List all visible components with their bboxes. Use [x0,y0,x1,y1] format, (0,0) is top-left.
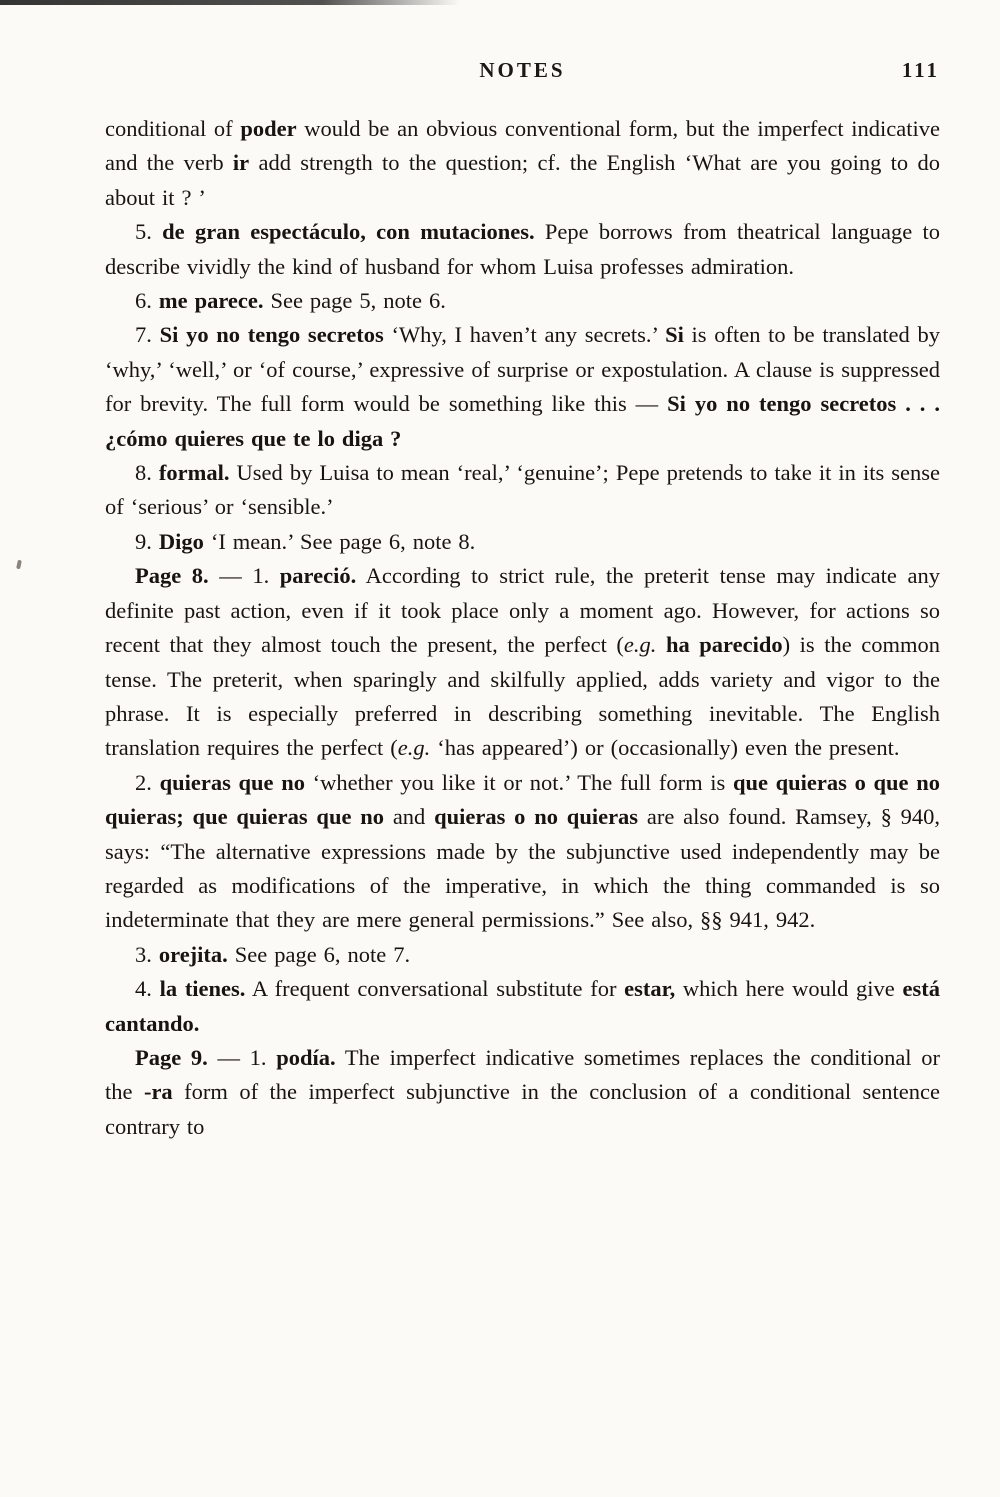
text-run: poder [240,116,297,141]
text-run: See page 5, note 6. [263,288,446,314]
paragraph [105,112,940,215]
text-run: See page 6, note 7. [227,941,411,967]
text-run: Used by Luisa to mean ‘real,’ ‘genuine’; Pepe pretends to take it in its sense of ‘serious’ or ‘sensible.’ [105,460,940,520]
text-run: la tienes. [159,976,246,1002]
text-run: quieras que no [159,769,305,795]
paragraph [105,456,940,525]
text-run: 7. [135,322,160,348]
text-run: 6. [135,288,159,314]
text-run: Si yo no tengo secretos . . . ¿cómo quieres que te lo diga ? [105,391,940,451]
paragraph [105,559,940,765]
text-run: formal. [158,460,230,486]
text-run: conditional of [105,116,241,141]
notes-body [105,112,940,1144]
text-run: Page 8. [135,563,209,589]
text-run: — 1. [208,563,280,589]
page-number: 111 [901,58,940,82]
text-run: está cantando. [105,976,940,1036]
text-run: Page 9. [135,1044,208,1070]
text-run: 4. [135,976,160,1002]
text-run: and [384,804,435,830]
text-run: which here would give [675,976,903,1002]
text-run: add strength to the question; cf. the English ‘What are you going to do about it ? ’ [105,150,940,210]
text-run: 8. [135,460,159,486]
text-run: de gran espectáculo, con mutaciones. [162,219,535,245]
paragraph [105,938,940,972]
text-run: estar, [624,976,676,1002]
text-run: me parece. [158,288,264,314]
text-run [656,632,666,657]
text-run: podía. [276,1044,336,1070]
text-run: 9. [135,528,159,554]
text-run: are also found. Ramsey, § 940, says: “The alternative expressions made by the subjunctive used independently may be regarded as modifications of the imperative, in which the thing commanded is so indeterminate that they are mere general permissions.” See also, §§ 941, 942. [105,804,941,933]
text-run: Pepe borrows from theatrical language to describe vividly the kind of husband for whom Luisa professes admiration. [105,219,940,279]
text-run: — 1. [207,1044,277,1070]
paragraph [105,766,940,938]
text-run: Digo [158,528,204,554]
text-run: e.g. [397,735,431,761]
text-run: According to strict rule, the preterit tense may indicate any definite past action, even if it took place only a moment ago. However, for actions so recent that they almost touch the present, the perfect ( [105,563,940,658]
paragraph [105,972,940,1041]
paragraph [105,215,940,284]
paragraph [105,1041,940,1144]
paragraph [105,318,940,456]
text-run: The imperfect indicative sometimes replaces the conditional or the [105,1044,940,1105]
text-run: quieras o no quieras [434,804,639,830]
text-run: ‘I mean.’ See page 6, note 8. [203,528,476,554]
paragraph [105,284,940,318]
text-run: A frequent conversational substitute for [245,976,625,1002]
text-run: 5. [135,219,163,245]
page-header [105,58,940,88]
text-run: Si yo no tengo secretos [159,322,384,348]
running-title: NOTES [479,58,566,82]
text-run: pareció. [279,563,357,589]
text-run: is often to be translated by ‘why,’ ‘well,’ or ‘of course,’ expressive of surprise or expostulation. A clause is suppressed for brevity. The full form would be something like this — [105,322,940,417]
text-run: -ra [143,1079,173,1105]
text-run: ha parecido [665,632,783,658]
text-run: ir [232,150,250,176]
text-run: form of the imperfect subjunctive in the conclusion of a conditional sentence contrary to [105,1079,940,1139]
text-run: ‘has appeared’) or (occasionally) even the present. [430,735,900,761]
scan-edge-artifact [0,0,460,5]
text-run: 2. [135,769,160,795]
text-run: Si [665,322,684,348]
text-run: ) is the common tense. The preterit, when sparingly and skilfully applied, adds variety and vigor to the phrase. It is especially preferred in describing something inevitable. The English translation requires the perfect ( [105,632,941,761]
text-run: ‘Why, I haven’t any secrets.’ [383,322,666,348]
paragraph [105,525,940,559]
margin-speck [16,560,22,570]
text-run: would be an obvious conventional form, but the imperfect indicative and the verb [105,116,941,176]
text-run: e.g. [623,632,657,658]
text-run: que quieras o que no quieras; que quieras que no [105,769,940,830]
text-run: ‘whether you like it or not.’ The full form is [304,769,733,795]
text-run: orejita. [158,941,228,967]
text-run: 3. [135,941,159,967]
